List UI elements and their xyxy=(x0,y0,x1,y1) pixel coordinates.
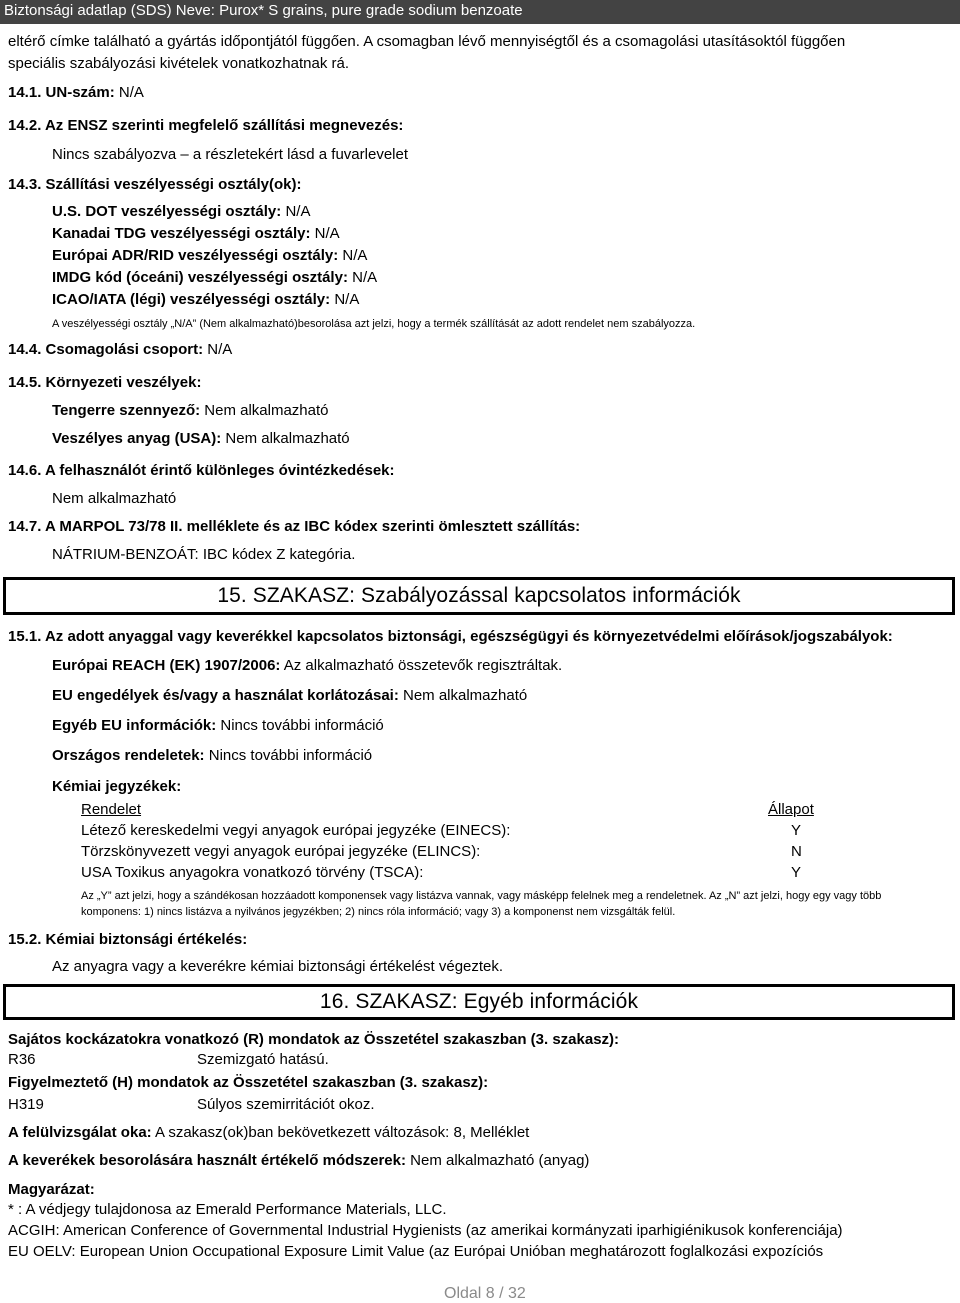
hazard-class-item-value: N/A xyxy=(334,291,360,308)
hazard-class-item xyxy=(52,247,367,264)
table-row-regulation: USA Toxikus anyagokra vonatkozó törvény (TSCA): xyxy=(81,864,424,881)
table-row-status: Y xyxy=(791,864,802,881)
table-header-regulation: Rendelet xyxy=(81,801,142,818)
section-16-heading: 16. SZAKASZ: Egyéb információk xyxy=(3,984,955,1020)
marine-pollutant-value: Nem alkalmazható xyxy=(204,402,329,419)
hazard-class-item-value: N/A xyxy=(342,247,368,264)
chemical-safety-label: 15.2. Kémiai biztonsági értékelés: xyxy=(8,931,248,948)
eu-restrictions-value: Nem alkalmazható xyxy=(403,687,528,704)
table-row-regulation: Törzskönyvezett vegyi anyagok európai jegyzéke (ELINCS): xyxy=(81,843,481,860)
classification-method-value: Nem alkalmazható (anyag) xyxy=(410,1152,590,1169)
un-number-row xyxy=(8,84,144,101)
r-phrase-code: R36 xyxy=(8,1051,36,1068)
environmental-hazards-label: 14.5. Környezeti veszélyek: xyxy=(8,374,202,391)
hazard-class-item-value: N/A xyxy=(285,203,311,220)
hazard-class-item xyxy=(52,225,340,242)
page-number: Oldal 8 / 32 xyxy=(444,1285,526,1302)
marine-pollutant-row xyxy=(52,402,329,419)
reach-row xyxy=(52,657,562,674)
legend-line: ACGIH: American Conference of Governmental Industrial Hygienists (az amerikai kormányzati iparhigiénikusok konferenciája) xyxy=(8,1222,843,1239)
table-row-status: N xyxy=(791,843,802,860)
classification-method-label: A keverékek besorolására használt értékelő módszerek: xyxy=(8,1152,406,1169)
table-note-line-1: Az „Y” azt jelzi, hogy a szándékosan hozzáadott komponensek vagy listázva vannak, vagy másképp felelnek meg a rendeletnek. Az „N” azt jelzi, hogy egy vagy több xyxy=(81,890,882,902)
other-eu-info-value: Nincs további információ xyxy=(220,717,384,734)
un-number-value: N/A xyxy=(118,84,144,101)
hazard-class-item-value: N/A xyxy=(352,269,378,286)
review-reason-row xyxy=(8,1124,529,1141)
intro-line-2: speciális szabályozási kivételek vonatkozhatnak rá. xyxy=(8,55,350,72)
eu-restrictions-label: EU engedélyek és/vagy a használat korlátozásai: xyxy=(52,687,399,704)
hazard-class-item-label: IMDG kód (óceáni) veszélyességi osztály: xyxy=(52,269,348,286)
marine-pollutant-label: Tengerre szennyező: xyxy=(52,402,201,419)
packing-group-label: 14.4. Csomagolási csoport: xyxy=(8,341,204,358)
hazard-class-item-label: Kanadai TDG veszélyességi osztály: xyxy=(52,225,311,242)
packing-group-value: N/A xyxy=(207,341,233,358)
legend-line: EU OELV: European Union Occupational Exposure Limit Value (az Európai Unióban meghatározott foglalkozási expozíciós xyxy=(8,1243,824,1260)
classification-method-row xyxy=(8,1152,589,1169)
marpol-value: NÁTRIUM-BENZOÁT: IBC kódex Z kategória. xyxy=(52,546,356,563)
hazard-class-label: 14.3. Szállítási veszélyességi osztály(ok): xyxy=(8,176,302,193)
national-regulations-value: Nincs további információ xyxy=(208,747,373,764)
h-phrase-code: H319 xyxy=(8,1096,44,1113)
intro-line-1: eltérő címke található a gyártás időpontjától függően. A csomagban lévő mennyiségtől és a csomagolási utasításoktól függően xyxy=(8,33,846,50)
special-precautions-value: Nem alkalmazható xyxy=(52,490,177,507)
hazard-class-item-label: ICAO/IATA (légi) veszélyességi osztály: xyxy=(52,291,331,308)
h-phrases-label: Figyelmeztető (H) mondatok az Összetétel szakaszban (3. szakasz): xyxy=(8,1074,489,1091)
review-reason-label: A felülvizsgálat oka: xyxy=(8,1124,152,1141)
table-row-status: Y xyxy=(791,822,802,839)
chemical-safety-value: Az anyagra vagy a keverékre kémiai biztonsági értékelést végeztek. xyxy=(52,958,504,975)
hazard-class-item-label: Európai ADR/RID veszélyességi osztály: xyxy=(52,247,339,264)
other-eu-info-label: Egyéb EU információk: xyxy=(52,717,217,734)
hazard-class-item-value: N/A xyxy=(314,225,340,242)
hazardous-substance-value: Nem alkalmazható xyxy=(225,430,350,447)
hazard-class-item xyxy=(52,291,359,308)
national-regulations-row xyxy=(52,747,372,764)
shipping-name-label: 14.2. Az ENSZ szerinti megfelelő szállítási megnevezés: xyxy=(8,117,404,134)
r-phrase-text: Szemizgató hatású. xyxy=(197,1051,329,1068)
r-phrases-label: Sajátos kockázatokra vonatkozó (R) mondatok az Összetétel szakaszban (3. szakasz): xyxy=(8,1031,620,1048)
other-eu-info-row xyxy=(52,717,384,734)
table-header-status: Állapot xyxy=(768,801,814,818)
legend-line: * : A védjegy tulajdonosa az Emerald Performance Materials, LLC. xyxy=(8,1201,447,1218)
un-number-label: 14.1. UN-szám: xyxy=(8,84,115,101)
chemical-inventories-label: Kémiai jegyzékek: xyxy=(52,778,182,795)
table-row-regulation: Létező kereskedelmi vegyi anyagok európai jegyzéke (EINECS): xyxy=(81,822,511,839)
hazardous-substance-row xyxy=(52,430,350,447)
regulations-label: 15.1. Az adott anyaggal vagy keverékkel kapcsolatos biztonsági, egészségügyi és környezetvédelmi előírások/jogszabályok: xyxy=(8,628,893,645)
hazard-class-item xyxy=(52,269,377,286)
eu-restrictions-row xyxy=(52,687,527,704)
hazardous-substance-label: Veszélyes anyag (USA): xyxy=(52,430,222,447)
hazard-class-item xyxy=(52,203,310,220)
review-reason-value: A szakasz(ok)ban bekövetkezett változások: 8, Melléklet xyxy=(155,1124,530,1141)
table-note-line-2: komponens: 1) nincs listázva a nyilvános jegyzékben; 2) nincs róla információ; vagy 3) a komponenst nem vizsgálták felül. xyxy=(81,906,676,918)
packing-group-row xyxy=(8,341,232,358)
hazard-class-note: A veszélyességi osztály „N/A” (Nem alkalmazható)besorolása azt jelzi, hogy a termék szállítását az adott rendelet nem szabályozza. xyxy=(52,318,696,330)
reach-label: Európai REACH (EK) 1907/2006: xyxy=(52,657,281,674)
legend-label: Magyarázat: xyxy=(8,1181,95,1198)
shipping-name-value: Nincs szabályozva – a részletekért lásd a fuvarlevelet xyxy=(52,146,409,163)
marpol-label: 14.7. A MARPOL 73/78 II. melléklete és az IBC kódex szerinti ömlesztett szállítás: xyxy=(8,518,581,535)
h-phrase-text: Súlyos szemirritációt okoz. xyxy=(197,1096,375,1113)
reach-value: Az alkalmazható összetevők regisztráltak. xyxy=(283,657,563,674)
special-precautions-label: 14.6. A felhasználót érintő különleges óvintézkedések: xyxy=(8,462,395,479)
document-header: Biztonsági adatlap (SDS) Neve: Purox* S grains, pure grade sodium benzoate xyxy=(0,0,960,24)
national-regulations-label: Országos rendeletek: xyxy=(52,747,205,764)
section-15-heading: 15. SZAKASZ: Szabályozással kapcsolatos információk xyxy=(3,577,955,615)
hazard-class-item-label: U.S. DOT veszélyességi osztály: xyxy=(52,203,282,220)
